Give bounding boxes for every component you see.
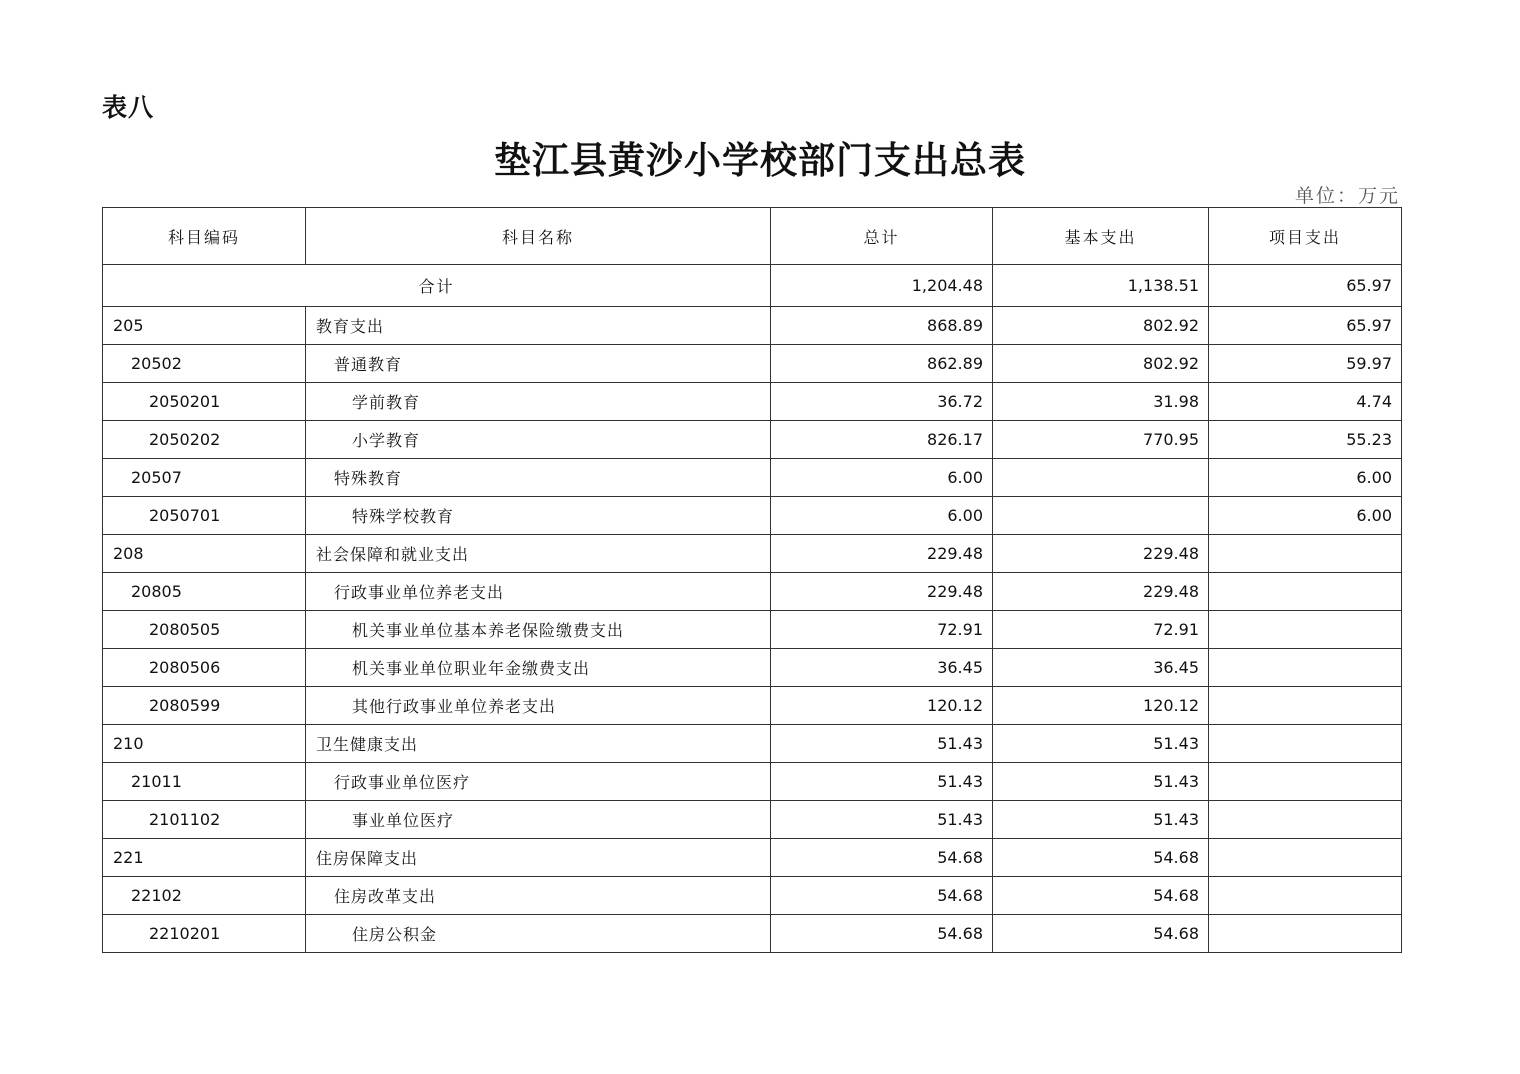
total-cell: 36.45: [771, 649, 993, 687]
basic-cell: 802.92: [993, 307, 1209, 345]
total-cell: 51.43: [771, 725, 993, 763]
basic-cell: 1,138.51: [993, 265, 1209, 307]
code-cell: 2050701: [103, 497, 306, 535]
total-label: 合计: [103, 265, 771, 307]
table-row: [103, 649, 1402, 687]
basic-cell: 72.91: [993, 611, 1209, 649]
code-cell: 2050201: [103, 383, 306, 421]
code-cell: 2210201: [103, 915, 306, 953]
code-cell: 210: [103, 725, 306, 763]
name-cell: 特殊学校教育: [306, 497, 771, 535]
project-cell: 4.74: [1209, 383, 1402, 421]
project-cell: [1209, 763, 1402, 801]
project-cell: 65.97: [1209, 307, 1402, 345]
basic-cell: 770.95: [993, 421, 1209, 459]
code-cell: 21011: [103, 763, 306, 801]
name-cell: 普通教育: [306, 345, 771, 383]
column-header-code: 科目编码: [103, 208, 306, 265]
basic-cell: 229.48: [993, 535, 1209, 573]
project-cell: [1209, 839, 1402, 877]
project-cell: [1209, 687, 1402, 725]
table-body: [103, 265, 1402, 953]
total-cell: 51.43: [771, 763, 993, 801]
column-header-project: 项目支出: [1209, 208, 1402, 265]
name-cell: 其他行政事业单位养老支出: [306, 687, 771, 725]
project-cell: 6.00: [1209, 459, 1402, 497]
basic-cell: 36.45: [993, 649, 1209, 687]
expenditure-table: [102, 207, 1402, 953]
project-cell: [1209, 573, 1402, 611]
unit-label: 单位：万元: [1294, 185, 1400, 207]
project-cell: [1209, 725, 1402, 763]
name-cell: 社会保障和就业支出: [306, 535, 771, 573]
code-cell: 2080506: [103, 649, 306, 687]
column-header-basic: 基本支出: [993, 208, 1209, 265]
basic-cell: 54.68: [993, 915, 1209, 953]
total-cell: 862.89: [771, 345, 993, 383]
total-cell: 36.72: [771, 383, 993, 421]
total-cell: 1,204.48: [771, 265, 993, 307]
project-cell: [1209, 915, 1402, 953]
total-cell: 54.68: [771, 915, 993, 953]
code-cell: 20507: [103, 459, 306, 497]
table-row: [103, 459, 1402, 497]
table-row: [103, 877, 1402, 915]
code-cell: 2080505: [103, 611, 306, 649]
name-cell: 机关事业单位职业年金缴费支出: [306, 649, 771, 687]
table-row: [103, 687, 1402, 725]
total-cell: 72.91: [771, 611, 993, 649]
total-cell: 229.48: [771, 573, 993, 611]
column-header-total: 总计: [771, 208, 993, 265]
total-cell: 868.89: [771, 307, 993, 345]
table-row: [103, 345, 1402, 383]
table-row: [103, 763, 1402, 801]
code-cell: 221: [103, 839, 306, 877]
table-row: [103, 839, 1402, 877]
total-cell: 54.68: [771, 839, 993, 877]
table-row: [103, 307, 1402, 345]
basic-cell: 51.43: [993, 725, 1209, 763]
code-cell: 2080599: [103, 687, 306, 725]
table-row: [103, 383, 1402, 421]
name-cell: 住房公积金: [306, 915, 771, 953]
basic-cell: 31.98: [993, 383, 1209, 421]
name-cell: 行政事业单位医疗: [306, 763, 771, 801]
name-cell: 特殊教育: [306, 459, 771, 497]
page-title: 垫江县黄沙小学校部门支出总表: [494, 138, 1026, 182]
total-cell: 6.00: [771, 459, 993, 497]
name-cell: 小学教育: [306, 421, 771, 459]
name-cell: 住房改革支出: [306, 877, 771, 915]
code-cell: 2101102: [103, 801, 306, 839]
basic-cell: 51.43: [993, 763, 1209, 801]
table-row: [103, 535, 1402, 573]
basic-cell: [993, 459, 1209, 497]
column-header-name: 科目名称: [306, 208, 771, 265]
project-cell: 6.00: [1209, 497, 1402, 535]
project-cell: 55.23: [1209, 421, 1402, 459]
code-cell: 208: [103, 535, 306, 573]
project-cell: [1209, 535, 1402, 573]
table-row: [103, 421, 1402, 459]
basic-cell: 54.68: [993, 839, 1209, 877]
name-cell: 机关事业单位基本养老保险缴费支出: [306, 611, 771, 649]
total-cell: 54.68: [771, 877, 993, 915]
table-row: [103, 611, 1402, 649]
basic-cell: [993, 497, 1209, 535]
name-cell: 事业单位医疗: [306, 801, 771, 839]
total-cell: 120.12: [771, 687, 993, 725]
basic-cell: 802.92: [993, 345, 1209, 383]
basic-cell: 120.12: [993, 687, 1209, 725]
total-cell: 6.00: [771, 497, 993, 535]
basic-cell: 229.48: [993, 573, 1209, 611]
name-cell: 行政事业单位养老支出: [306, 573, 771, 611]
name-cell: 教育支出: [306, 307, 771, 345]
code-cell: 20502: [103, 345, 306, 383]
project-cell: [1209, 801, 1402, 839]
basic-cell: 54.68: [993, 877, 1209, 915]
code-cell: 205: [103, 307, 306, 345]
project-cell: [1209, 877, 1402, 915]
table-row: [103, 801, 1402, 839]
table-row: [103, 915, 1402, 953]
basic-cell: 51.43: [993, 801, 1209, 839]
project-cell: 59.97: [1209, 345, 1402, 383]
name-cell: 住房保障支出: [306, 839, 771, 877]
project-cell: [1209, 649, 1402, 687]
name-cell: 卫生健康支出: [306, 725, 771, 763]
table-row: [103, 497, 1402, 535]
project-cell: [1209, 611, 1402, 649]
total-cell: 826.17: [771, 421, 993, 459]
name-cell: 学前教育: [306, 383, 771, 421]
code-cell: 2050202: [103, 421, 306, 459]
total-row: [103, 265, 1402, 307]
total-cell: 51.43: [771, 801, 993, 839]
code-cell: 20805: [103, 573, 306, 611]
table-label: 表八: [102, 93, 155, 122]
table-row: [103, 573, 1402, 611]
project-cell: 65.97: [1209, 265, 1402, 307]
table-row: [103, 725, 1402, 763]
code-cell: 22102: [103, 877, 306, 915]
total-cell: 229.48: [771, 535, 993, 573]
table-header-row: [103, 208, 1402, 265]
